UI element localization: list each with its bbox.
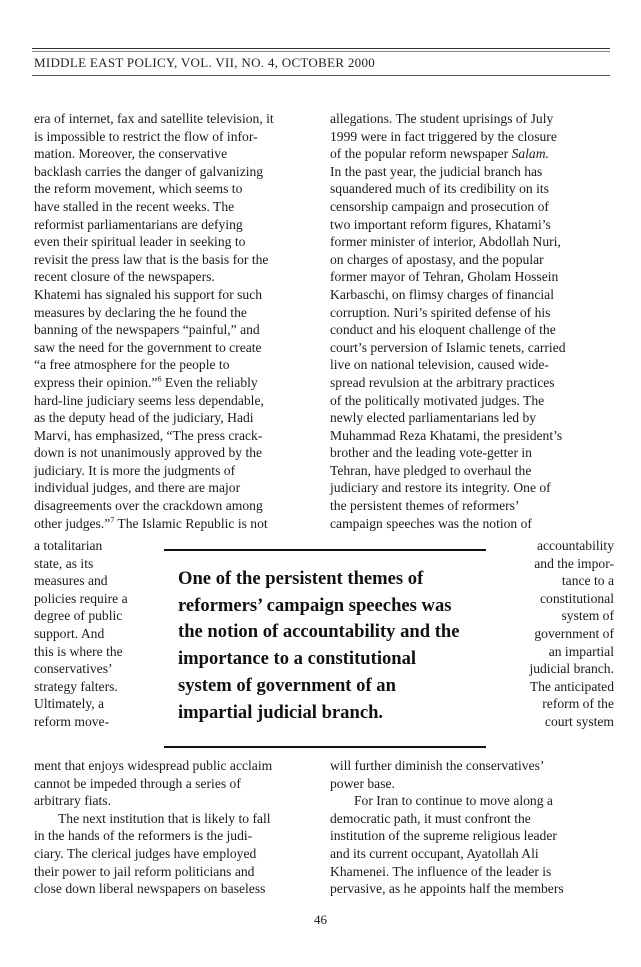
- text-line: power base.: [330, 775, 395, 791]
- text-line: live on national television, caused wide-: [330, 357, 549, 373]
- text-line: court system: [544, 713, 614, 729]
- text-line: is impossible to restrict the flow of infor-: [34, 128, 258, 144]
- pullquote-line: importance to a constitutional: [178, 648, 417, 670]
- text-fragment: express their opinion.”: [34, 374, 158, 390]
- text-line: government of: [534, 625, 614, 641]
- text-line: [34, 515, 310, 533]
- text-line: constitutional: [539, 590, 614, 606]
- text-line: their power to jail reform politicians and: [34, 863, 255, 879]
- text-line: support. And: [34, 625, 105, 641]
- text-line: cannot be impeded through a series of: [34, 775, 241, 791]
- footnote-marker: 6: [157, 374, 162, 384]
- text-line: two important reform figures, Khatami’s: [330, 216, 551, 232]
- text-line: measures by declaring the he found the: [34, 304, 247, 320]
- text-line: 1999 were in fact triggered by the closure: [330, 128, 557, 144]
- text-line: [330, 145, 610, 163]
- text-line: newly elected parliamentarians led by: [330, 410, 537, 426]
- text-line: banning of the newspapers “painful,” and: [34, 322, 260, 338]
- text-line: saw the need for the government to create: [34, 339, 262, 355]
- text-line: For Iran to continue to move along a: [354, 793, 553, 809]
- text-line: ment that enjoys widespread public acclaim: [34, 758, 273, 773]
- text-line: strategy falters.: [34, 678, 118, 694]
- right-column-top: [330, 110, 610, 532]
- text-line: campaign speeches was the notion of: [330, 515, 532, 531]
- text-line: judiciary. It is more the judgments of: [34, 462, 236, 478]
- text-line: the reform movement, which seems to: [34, 181, 243, 197]
- text-line: an impartial: [548, 643, 614, 659]
- text-line: as the deputy head of the judiciary, Hadi: [34, 410, 254, 426]
- text-line: tance to a: [561, 573, 614, 589]
- text-line: The anticipated: [529, 678, 614, 694]
- text-line: era of internet, fax and satellite television, it: [34, 111, 274, 126]
- text-line: judiciary and restore its integrity. One of: [330, 480, 551, 496]
- text-line: Muhammad Reza Khatami, the president’s: [330, 427, 563, 443]
- text-line: Ultimately, a: [34, 696, 105, 712]
- pullquote-line: the notion of accountability and the: [178, 621, 460, 643]
- left-column-bottom: [34, 757, 310, 898]
- text-line: former minister of interior, Abdollah Nuri,: [330, 234, 561, 250]
- text-line: democratic path, it must confront the: [330, 810, 531, 826]
- text-line: have stalled in the recent weeks. The: [34, 198, 235, 214]
- text-line: policies require a: [34, 590, 128, 606]
- text-line: Tehran, have pledged to overhaul the: [330, 462, 532, 478]
- text-line: court’s perversion of Islamic tenets, carried: [330, 339, 566, 355]
- right-column-bottom: [330, 757, 610, 898]
- text-line: censorship campaign and prosecution of: [330, 198, 549, 214]
- text-line: Karbaschi, on flimsy charges of financial: [330, 286, 554, 302]
- text-line: measures and: [34, 573, 108, 589]
- wrap-column-right: [496, 537, 614, 731]
- text-line: this is where the: [34, 643, 123, 659]
- text-line: state, as its: [34, 555, 94, 571]
- text-line: system of: [561, 608, 614, 624]
- text-line: pervasive, as he appoints half the members: [330, 881, 564, 897]
- pullquote-line: system of government of an: [178, 674, 396, 696]
- text-line: individual judges, and there are major: [34, 480, 241, 496]
- text-line: In the past year, the judicial branch has: [330, 163, 543, 179]
- text-line: conduct and his eloquent challenge of the: [330, 322, 556, 338]
- text-line: of the politically motivated judges. The: [330, 392, 545, 408]
- text-line: and the impor-: [534, 555, 614, 571]
- wrap-column-left: [34, 537, 164, 731]
- pullquote-line: impartial judicial branch.: [178, 701, 384, 723]
- text-line: accountability: [536, 538, 614, 553]
- header-rule-bottom: [32, 75, 610, 76]
- text-line: reform move-: [34, 713, 110, 729]
- text-line: judicial branch.: [529, 661, 614, 677]
- text-line: backlash carries the danger of galvanizing: [34, 163, 264, 179]
- running-head: MIDDLE EAST POLICY, VOL. VII, NO. 4, OCTOBER 2000: [34, 55, 376, 70]
- pull-quote: [178, 566, 478, 726]
- text-line: Marvi, has emphasized, “The press crack-: [34, 427, 263, 443]
- header-rule: [32, 48, 610, 49]
- text-line: brother and the leading vote-getter in: [330, 445, 532, 461]
- text-fragment: Even the reliably: [164, 374, 258, 390]
- text-line: Khamenei. The influence of the leader is: [330, 863, 552, 879]
- text-line: corruption. Nuri’s spirited defense of his: [330, 304, 551, 320]
- text-line: even their spiritual leader in seeking to: [34, 234, 246, 250]
- text-line: recent closure of the newspapers.: [34, 269, 215, 285]
- newspaper-name: Salam.: [511, 146, 549, 162]
- text-line: reformist parliamentarians are defying: [34, 216, 243, 232]
- text-fragment: of the popular reform newspaper: [330, 146, 512, 162]
- text-line: down is not unanimously approved by the: [34, 445, 263, 461]
- header-rule-secondary: [32, 51, 610, 52]
- text-line: in the hands of the reformers is the judi-: [34, 828, 253, 844]
- left-column-top: [34, 110, 310, 532]
- pullquote-line: One of the persistent themes of: [178, 568, 424, 589]
- text-line: a totalitarian: [34, 538, 103, 553]
- text-line: the persistent themes of reformers’: [330, 498, 520, 514]
- text-line: spread revulsion at the arbitrary practices: [330, 374, 555, 390]
- pullquote-rule-top: [164, 549, 486, 551]
- text-line: arbitrary fiats.: [34, 793, 111, 809]
- text-line: institution of the supreme religious leader: [330, 828, 557, 844]
- text-line: will further diminish the conservatives’: [330, 758, 545, 773]
- text-line: allegations. The student uprisings of July: [330, 111, 554, 126]
- pullquote-line: reformers’ campaign speeches was: [178, 594, 452, 616]
- text-line: [34, 374, 310, 392]
- text-line: “a free atmosphere for the people to: [34, 357, 230, 373]
- text-line: degree of public: [34, 608, 123, 624]
- text-fragment: The Islamic Republic is not: [117, 515, 268, 531]
- page-number: 46: [314, 912, 327, 927]
- text-line: on charges of apostasy, and the popular: [330, 251, 544, 267]
- text-line: squandered much of its credibility on its: [330, 181, 549, 197]
- text-line: conservatives’: [34, 661, 113, 677]
- text-line: hard-line judiciary seems less dependable,: [34, 392, 264, 408]
- pullquote-rule-bottom: [164, 746, 486, 748]
- text-line: Khatemi has signaled his support for such: [34, 286, 263, 302]
- text-line: former mayor of Tehran, Gholam Hossein: [330, 269, 559, 285]
- text-line: ciary. The clerical judges have employed: [34, 845, 257, 861]
- text-line: The next institution that is likely to fall: [58, 810, 271, 826]
- text-fragment: other judges.”: [34, 515, 111, 531]
- footnote-marker: 7: [110, 515, 115, 525]
- text-line: mation. Moreover, the conservative: [34, 146, 228, 162]
- text-line: and its current occupant, Ayatollah Ali: [330, 845, 539, 861]
- text-line: revisit the press law that is the basis for the: [34, 251, 269, 267]
- text-line: close down liberal newspapers on baseless: [34, 881, 266, 897]
- text-line: disagreements over the crackdown among: [34, 498, 263, 514]
- text-line: reform of the: [542, 696, 614, 712]
